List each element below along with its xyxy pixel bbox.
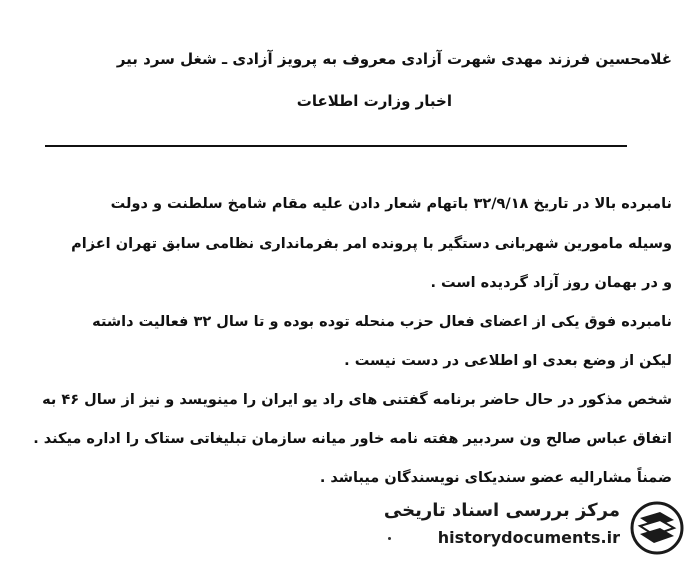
body-line-7: اتفاق عباس صالح ون سردبیر هفته نامه خاور میانه سازمان تبلیغاتی ستاک را اداره میکند . (33, 431, 672, 447)
watermark-url: historydocuments.ir (437, 528, 620, 547)
header-divider (45, 145, 627, 147)
body-line-3: و در بهمان روز آزاد گردیده است . (430, 275, 672, 291)
ink-dot (388, 537, 391, 540)
header-name-line: غلامحسین فرزند مهدی شهرت آزادی معروف به پرویز آزادی ـ شغل سرد بیر (116, 50, 672, 68)
watermark-title: مرکز بررسی اسناد تاریخی (383, 500, 620, 521)
body-line-1: نامبرده بالا در تاریخ ۳۲/۹/۱۸ باتهام شعار دادن علیه مقام شامخ سلطنت و دولت (110, 196, 672, 212)
body-line-2: وسیله مامورین شهربانی دستگیر با پرونده امر بفرمانداری نظامی سابق تهران اعزام (71, 236, 672, 252)
watermark (383, 496, 694, 558)
document-archive-logo-icon (626, 500, 688, 556)
header-department-line: اخبار وزارت اطلاعات (296, 92, 452, 110)
body-line-4: نامبرده فوق یکی از اعضای فعال حزب منحله توده بوده و تا سال ۳۲ فعالیت داشته (92, 314, 672, 330)
body-line-8: ضمناً مشارالیه عضو سندیکای نویسندگان میباشد . (319, 470, 672, 486)
body-line-6: شخص مذکور در حال حاضر برنامه گفتنی های راد یو ایران را مینویسد و نیز از سال ۴۶ به (42, 392, 672, 408)
body-line-5: لیکن از وضع بعدی او اطلاعی در دست نیست . (344, 353, 672, 369)
